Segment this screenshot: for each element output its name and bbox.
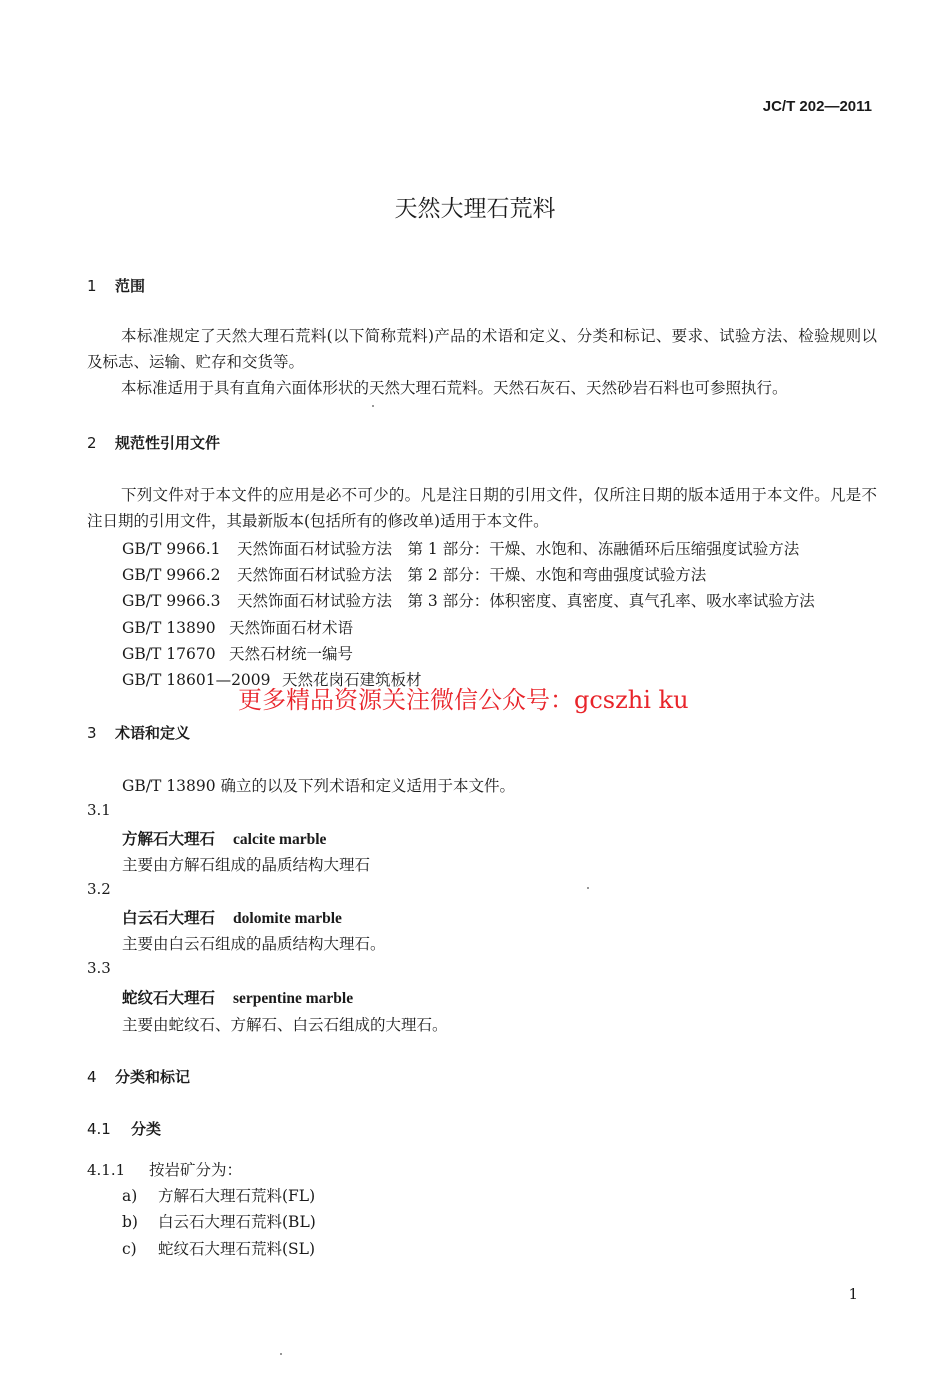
term-definition: 主要由方解石组成的晶质结构大理石 (122, 856, 371, 874)
term-zh: 白云石大理石 (122, 909, 216, 927)
reference-item (122, 589, 815, 611)
term-definition: 主要由白云石组成的晶质结构大理石。 (122, 935, 386, 953)
reference-code: GB/T 9966.3 (122, 592, 221, 610)
reference-title: 天然饰面石材试验方法 第 2 部分：干燥、水饱和弯曲强度试验方法 (237, 566, 707, 584)
term-number: 3.3 (87, 959, 111, 977)
list-item-text: 方解石大理石荒料(FL) (158, 1187, 316, 1205)
reference-code: GB/T 17670 (122, 645, 216, 663)
watermark-text: 更多精品资源关注微信公众号：gcszhi ku (238, 686, 689, 714)
term-en: calcite marble (233, 831, 327, 848)
page-number: 1 (848, 1285, 858, 1303)
reference-title: 天然饰面石材试验方法 第 1 部分：干燥、水饱和、冻融循环后压缩强度试验方法 (237, 540, 800, 558)
list-item (122, 1237, 315, 1259)
list-item (122, 1184, 315, 1206)
subsection-heading (87, 1118, 161, 1139)
term-zh: 方解石大理石 (122, 830, 216, 848)
section-2-heading (87, 432, 220, 453)
section-title: 规范性引用文件 (115, 434, 221, 452)
clause-text: 按岩矿分为： (149, 1161, 243, 1179)
section-number: 2 (87, 434, 97, 452)
reference-item (122, 563, 706, 585)
term-en: dolomite marble (233, 910, 342, 927)
section-4-heading (87, 1066, 190, 1087)
list-item (122, 1210, 316, 1232)
scope-paragraph-2: 本标准适用于具有直角六面体形状的天然大理石荒料。天然石灰石、天然砂岩石料也可参照执行。 (121, 379, 788, 397)
section-1-heading (87, 275, 145, 296)
standard-code: JC/T 202—2011 (762, 98, 872, 115)
term-number: 3.2 (87, 880, 111, 898)
terms-intro: GB/T 13890 确立的以及下列术语和定义适用于本文件。 (122, 777, 515, 795)
scan-speck (587, 887, 589, 889)
clause-number: 4.1.1 (87, 1161, 126, 1179)
list-marker: a) (122, 1187, 138, 1205)
reference-code: GB/T 9966.1 (122, 540, 221, 558)
list-marker: c) (122, 1240, 137, 1258)
term-definition: 主要由蛇纹石、方解石、白云石组成的大理石。 (122, 1016, 448, 1034)
section-3-heading (87, 722, 190, 743)
section-title: 分类和标记 (115, 1068, 191, 1086)
list-item-text: 白云石大理石荒料(BL) (158, 1213, 316, 1231)
reference-title: 天然花岗石建筑板材 (282, 671, 422, 689)
subsection-title: 分类 (131, 1120, 162, 1138)
section-number: 4 (87, 1068, 97, 1086)
section-number: 3 (87, 724, 97, 742)
term-heading (122, 827, 326, 849)
clause (87, 1157, 242, 1183)
section-title: 范围 (115, 277, 146, 295)
section-title: 术语和定义 (115, 724, 191, 742)
scope-paragraph-1: 本标准规定了天然大理石荒料(以下简称荒料)产品的术语和定义、分类和标记、要求、试验方法、检验规则以及标志、运输、贮存和交货等。 (87, 327, 877, 371)
reference-item (122, 537, 799, 559)
scan-speck (372, 405, 374, 407)
document-title: 天然大理石荒料 (394, 196, 556, 222)
list-item-text: 蛇纹石大理石荒料(SL) (158, 1240, 316, 1258)
list-marker: b) (122, 1213, 138, 1231)
reference-title: 天然饰面石材试验方法 第 3 部分：体积密度、真密度、真气孔率、吸水率试验方法 (237, 592, 815, 610)
reference-item (122, 616, 353, 638)
reference-code: GB/T 18601—2009 (122, 671, 271, 689)
reference-code: GB/T 13890 (122, 619, 216, 637)
reference-code: GB/T 9966.2 (122, 566, 221, 584)
term-zh: 蛇纹石大理石 (122, 989, 216, 1007)
scan-speck (280, 1353, 282, 1355)
term-heading (122, 906, 342, 928)
reference-item (122, 642, 353, 664)
reference-title: 天然石材统一编号 (229, 645, 354, 663)
section-number: 1 (87, 277, 97, 295)
subsection-number: 4.1 (87, 1120, 111, 1138)
reference-title: 天然饰面石材术语 (229, 619, 354, 637)
term-heading (122, 986, 353, 1008)
term-en: serpentine marble (233, 990, 354, 1007)
references-paragraph: 下列文件对于本文件的应用是必不可少的。凡是注日期的引用文件，仅所注日期的版本适用于本文件。凡是不注日期的引用文件，其最新版本(包括所有的修改单)适用于本文件。 (87, 486, 877, 530)
term-number: 3.1 (87, 801, 111, 819)
